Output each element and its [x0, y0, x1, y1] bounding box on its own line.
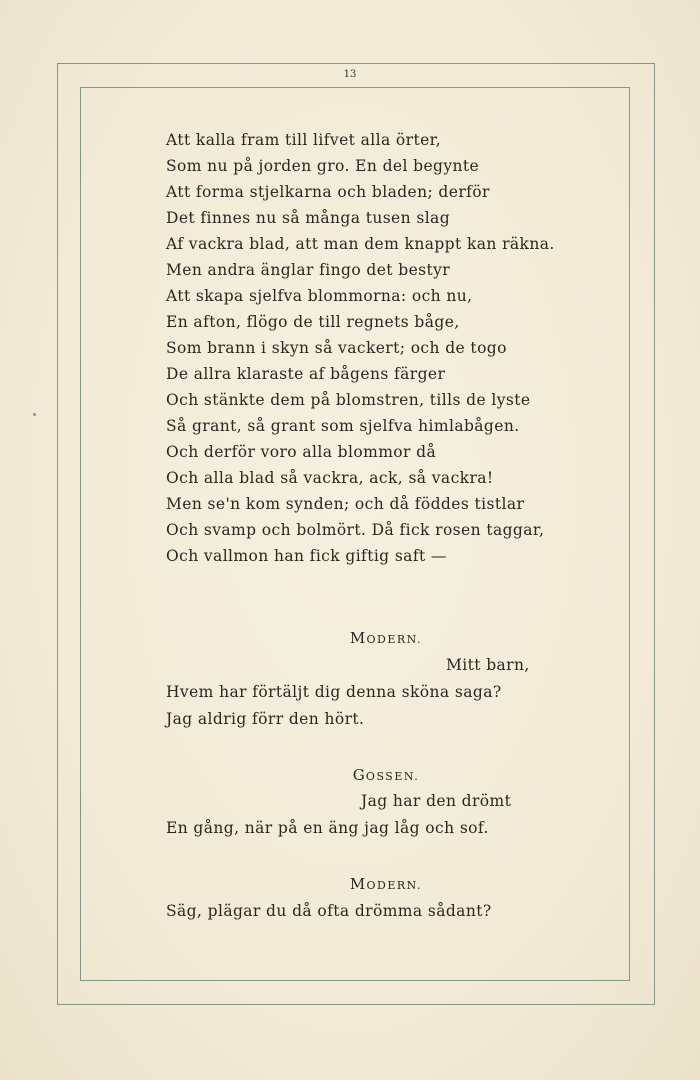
speaker-initial: M	[349, 875, 367, 893]
speaker-name-gossen	[166, 766, 606, 784]
dialogue-line: Mitt barn,	[446, 656, 530, 674]
speaker-name-modern	[166, 629, 606, 647]
speaker-rest: ODERN.	[366, 879, 423, 892]
verse-block	[166, 127, 606, 569]
verse-line: De allra klaraste af bågens färger	[166, 365, 446, 383]
dialogue-line: En gång, när på en äng jag låg och sof.	[166, 819, 489, 837]
verse-line: Det finnes nu så många tusen slag	[166, 209, 451, 227]
verse-line: Så grant, så grant som sjelfva himlabågen.	[166, 417, 520, 435]
verse-line: Att forma stjelkarna och bladen; derför	[166, 183, 490, 201]
verse-line: Men se'n kom synden; och då föddes tistlar	[166, 495, 525, 513]
verse-line: Och vallmon han fick giftig saft —	[166, 547, 447, 565]
dialogue-line: Hvem har förtäljt dig denna sköna saga?	[166, 683, 502, 701]
verse-line: Och derför voro alla blommor då	[166, 443, 437, 461]
verse-line: Men andra änglar fingo det bestyr	[166, 261, 451, 279]
verse-line: Som brann i skyn så vackert; och de togo	[166, 339, 507, 357]
dialogue-line: Jag har den drömt	[361, 792, 512, 810]
verse-line: Att skapa sjelfva blommorna: och nu,	[166, 287, 473, 305]
paper-speck	[33, 413, 36, 416]
verse-line: Af vackra blad, att man dem knappt kan räkna.	[166, 235, 555, 253]
speaker-name-modern	[166, 875, 606, 893]
verse-line: Och alla blad så vackra, ack, så vackra!	[166, 469, 494, 487]
verse-line: Att kalla fram till lifvet alla örter,	[166, 131, 442, 149]
page-number: 13	[343, 69, 357, 80]
verse-line: Och stänkte dem på blomstren, tills de lyste	[166, 391, 531, 409]
verse-line: En afton, flögo de till regnets båge,	[166, 313, 460, 331]
dialogue-line: Jag aldrig förr den hört.	[166, 710, 365, 728]
verse-line: Och svamp och bolmört. Då fick rosen taggar,	[166, 521, 545, 539]
speaker-rest: ODERN.	[366, 633, 423, 646]
verse-line: Som nu på jorden gro. En del begynte	[166, 157, 480, 175]
dialogue-line: Säg, plägar du då ofta drömma sådant?	[166, 902, 492, 920]
speaker-rest: OSSEN.	[365, 770, 420, 783]
speaker-initial: M	[349, 629, 367, 647]
speaker-initial: G	[352, 766, 366, 784]
